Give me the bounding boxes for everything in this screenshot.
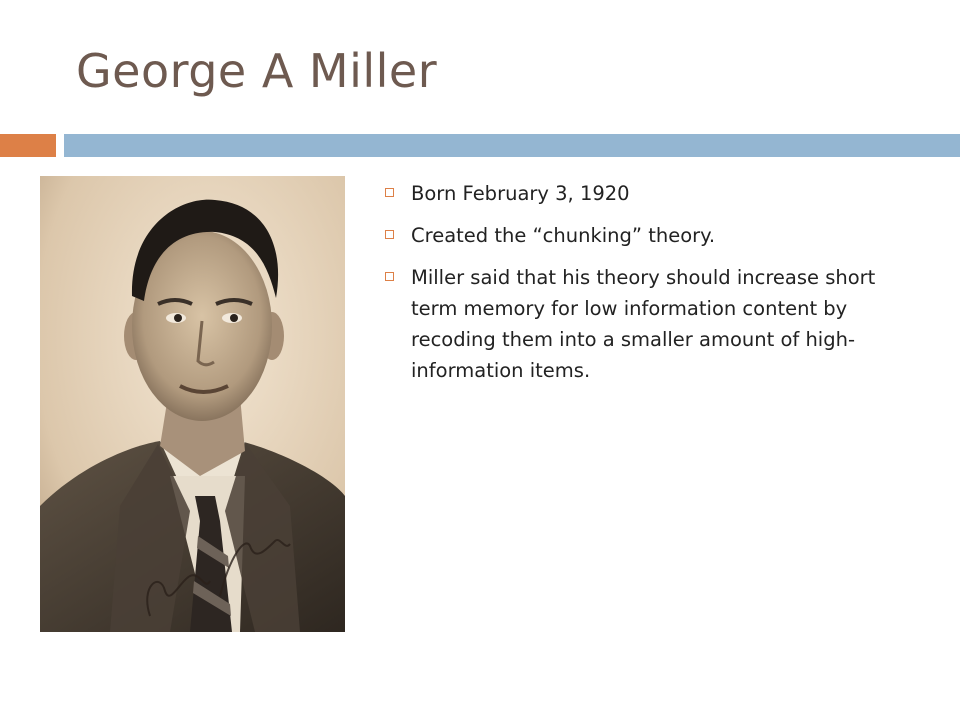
slide-title: George A Miller bbox=[76, 44, 438, 98]
square-bullet-icon bbox=[385, 230, 394, 239]
bullet-text: Miller said that his theory should increase short term memory for low information content by recoding them into a smaller amount of high-information items. bbox=[411, 266, 876, 382]
bullet-item bbox=[384, 178, 904, 209]
bullet-list bbox=[384, 178, 904, 397]
accent-bar-blue bbox=[64, 134, 960, 157]
portrait-illustration bbox=[40, 176, 345, 632]
accent-bar-orange bbox=[0, 134, 56, 157]
bullet-item bbox=[384, 220, 904, 251]
square-bullet-icon bbox=[385, 272, 394, 281]
square-bullet-icon bbox=[385, 188, 394, 197]
bullet-text: Born February 3, 1920 bbox=[411, 182, 630, 205]
bullet-item bbox=[384, 262, 904, 386]
portrait-photo bbox=[40, 176, 345, 632]
bullet-text: Created the “chunking” theory. bbox=[411, 224, 716, 247]
